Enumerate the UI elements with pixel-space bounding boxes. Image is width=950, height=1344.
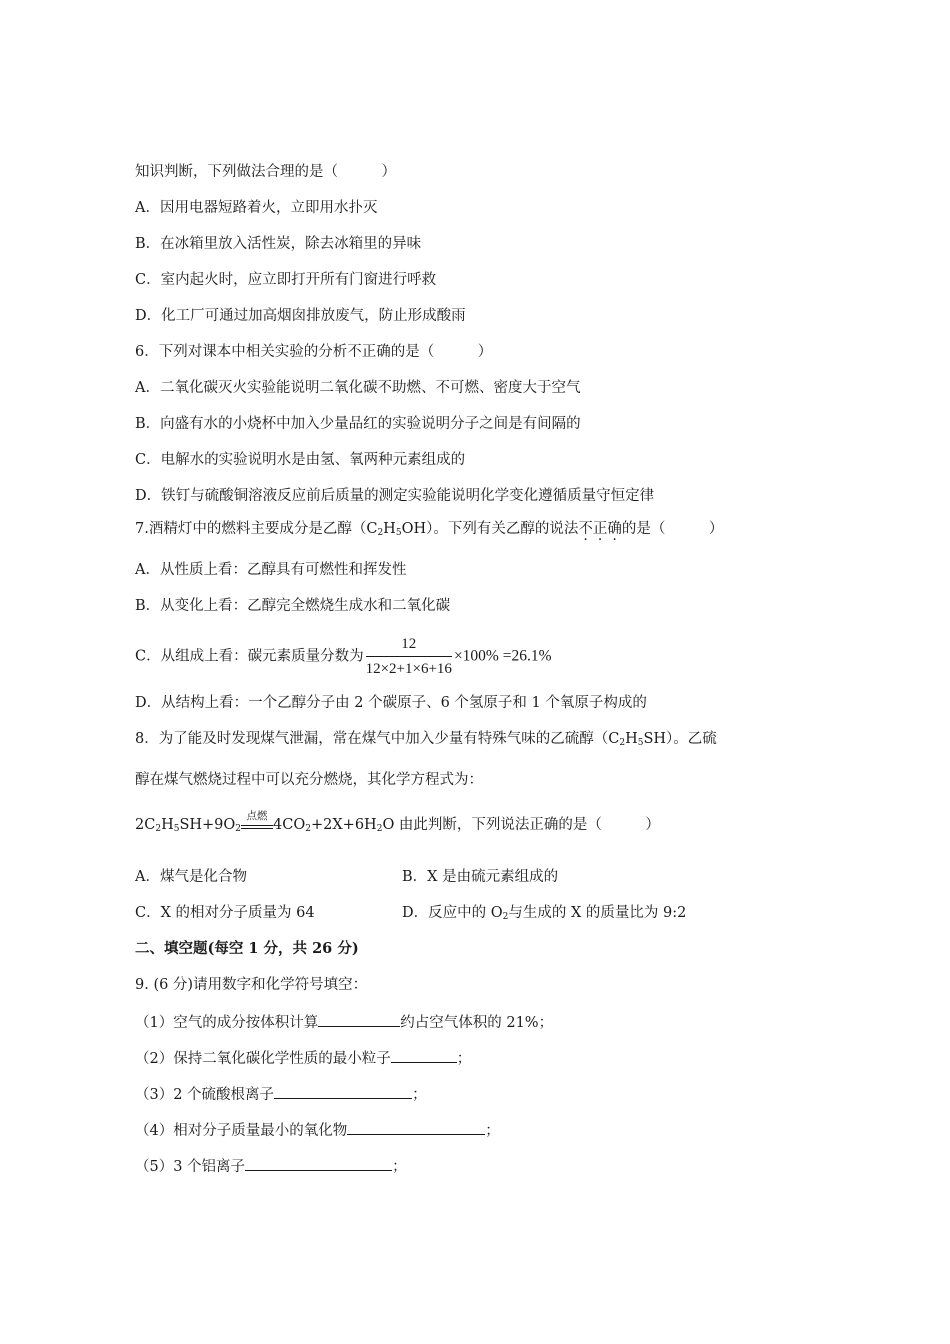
answer-blank[interactable] — [245, 1155, 392, 1171]
q7-option-a: A．从性质上看：乙醇具有可燃性和挥发性 — [135, 562, 407, 578]
q9-item-1: （1）空气的成分按体积计算 约占空气体积的 21%； — [135, 1011, 553, 1033]
q5-option-a: A．因用电器短路着火，立即用水扑灭 — [135, 200, 378, 216]
q6-option-a: A．二氧化碳灭火实验能说明二氧化碳不助燃、不可燃、密度大于空气 — [135, 380, 581, 396]
emphasis-dot-char: 正 — [592, 521, 608, 537]
answer-blank[interactable] — [347, 1119, 485, 1135]
q6-option-b: B．向盛有水的小烧杯中加入少量品红的实验说明分子之间是有间隔的 — [135, 416, 581, 432]
q8-option-d: D．反应中的 $O_2$与生成的 X 的质量比为 9:2 — [402, 905, 687, 922]
q5-option-c: C．室内起火时，应立即打开所有门窗进行呼救 — [135, 272, 437, 288]
q8-equation: $2C_2H_5SH+9O_2$ 点燃 $4CO_2+2X+6H_2O$ 由此判断，下列说法正确的是（ ） — [135, 810, 660, 834]
q8-option-c: C．X 的相对分子质量为 64 — [135, 905, 315, 921]
q6-option-d: D．铁钉与硫酸铜溶液反应前后质量的测定实验能说明化学变化遵循质量守恒定律 — [135, 488, 655, 504]
q7-option-b: B．从变化上看：乙醇完全燃烧生成水和二氧化碳 — [135, 598, 451, 614]
q9-item-3: （3）2 个硫酸根离子 ； — [135, 1083, 427, 1105]
emphasis-dot-char: 不 — [578, 521, 593, 537]
q5-option-d: D．化工厂可通过加高烟囱排放废气，防止形成酸雨 — [135, 308, 466, 324]
section-title: 二、填空题(每空 1 分，共 26 分) — [135, 940, 359, 957]
fraction: $\frac{12}{12\times 2+1\times 6+16}$ — [365, 636, 452, 677]
q8-option-a: A．煤气是化合物 — [135, 869, 247, 885]
q5-stem: 知识判断，下列做法合理的是（ ） — [135, 164, 396, 180]
q8-option-b: B．X 是由硫元素组成的 — [402, 869, 559, 885]
emphasis-dot-char: 确 — [607, 521, 622, 537]
answer-blank[interactable] — [318, 1011, 400, 1027]
q6-stem: 6．下列对课本中相关实验的分析不正确的是（ ） — [135, 344, 493, 360]
q6-option-c: C．电解水的实验说明水是由氢、氧两种元素组成的 — [135, 452, 466, 468]
q8-stem-line2: 醇在煤气燃烧过程中可以充分燃烧，其化学方程式为： — [135, 772, 483, 788]
answer-blank[interactable] — [391, 1047, 457, 1063]
q9-stem: 9. (6 分)请用数字和化学符号填空： — [135, 977, 368, 993]
answer-blank[interactable] — [274, 1083, 412, 1099]
q7-stem: 7.酒精灯中的燃料主要成分是乙醇$(C_2H_5OH)$。下列有关乙醇的说法不正确的是（ ） — [135, 521, 724, 538]
q5-option-b: B．在冰箱里放入活性炭，除去冰箱里的异味 — [135, 236, 422, 252]
q7-option-d: D．从结构上看：一个乙醇分子由 2 个碳原子、6 个氢原子和 1 个氧原子构成的 — [135, 695, 647, 711]
q9-item-4: （4）相对分子质量最小的氧化物 ； — [135, 1119, 500, 1141]
q8-stem-line1: 8．为了能及时发现煤气泄漏，常在煤气中加入少量有特殊气味的乙硫醇$(C_2H_5SH)$。乙硫 — [135, 731, 717, 748]
reaction-arrow: 点燃 — [241, 819, 273, 829]
q7-option-c: C．从组成上看：碳元素质量分数为 $\frac{12}{12\times 2+1\times 6+16}$ ×100% =26.1% — [135, 636, 552, 677]
q9-item-2: （2）保持二氧化碳化学性质的最小粒子 ； — [135, 1047, 471, 1069]
q9-item-5: （5）3 个铝离子 ； — [135, 1155, 407, 1177]
